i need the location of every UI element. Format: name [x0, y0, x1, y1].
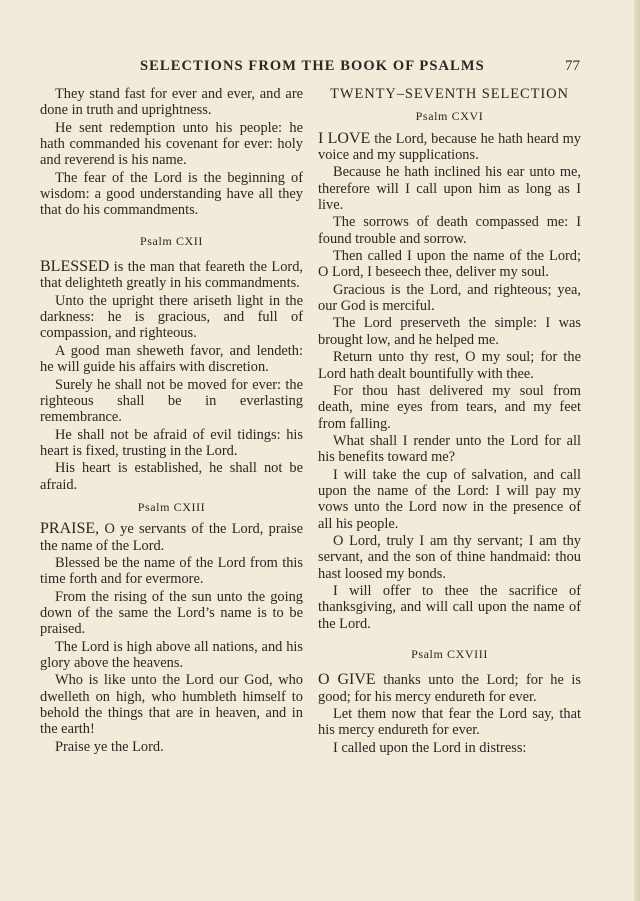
first-verse-text: O ye servants of the Lord, praise the name of the Lord. — [40, 521, 303, 554]
first-verse — [318, 672, 581, 705]
verse: A good man sheweth favor, and lendeth: he will guide his affairs with discretion. — [40, 342, 303, 376]
verse: Return unto thy rest, O my soul; for the Lord hath dealt bountifully with thee. — [318, 349, 581, 382]
verse: Blessed be the name of the Lord from this time forth and for evermore. — [40, 554, 303, 588]
section-title: TWENTY–SEVENTH SELECTION — [330, 86, 569, 102]
verse: Who is like unto the Lord our God, who dwelleth on high, who humbleth himself to behold the things that are in heaven, and in the earth! — [40, 672, 303, 738]
verse: Because he hath inclined his ear unto me, therefore will I call upon him as long as I live. — [318, 164, 581, 214]
first-verse — [40, 521, 303, 554]
verse: His heart is established, he shall not be afraid. — [40, 460, 303, 493]
verse: Surely he shall not be moved for ever: the righteous shall be in everlasting remembrance. — [40, 376, 303, 426]
first-verse — [40, 259, 303, 292]
psalm-heading: Psalm CXVI — [415, 109, 484, 124]
verse: Then called I upon the name of the Lord; O Lord, I beseech thee, deliver my soul. — [318, 248, 581, 281]
verse: I will take the cup of salvation, and call upon the name of the Lord: I will pay my vows unto the Lord now in the presence of all his people. — [318, 466, 581, 532]
first-verse — [318, 131, 581, 164]
verse: Gracious is the Lord, and righteous; yea, our God is merciful. — [318, 281, 581, 315]
page-number: 77 — [565, 58, 580, 74]
verse: The fear of the Lord is the beginning of wisdom: a good understanding have all they that do his commandments. — [40, 169, 303, 219]
verse: Praise ye the Lord. — [55, 738, 164, 755]
running-header — [0, 58, 640, 80]
first-word: PRAISE, — [40, 520, 100, 538]
psalm-heading: Psalm CXII — [140, 233, 203, 248]
first-word: BLESSED — [40, 258, 110, 276]
verse: The Lord preserveth the simple: I was brought low, and he helped me. — [318, 315, 581, 348]
verse: The Lord is high above all nations, and his glory above the heavens. — [40, 638, 303, 671]
verse: He sent redemption unto his people: he hath commanded his covenant for ever: holy and reverend is his name. — [40, 119, 303, 169]
psalm-heading: Psalm CXVIII — [411, 647, 488, 661]
verse: Let them now that fear the Lord say, that his mercy endureth for ever. — [318, 706, 581, 739]
header-title: SELECTIONS FROM THE BOOK OF PSALMS — [140, 58, 485, 74]
verse: O Lord, truly I am thy servant; I am thy servant, and the son of thine handmaid: thou hast loosed my bonds. — [318, 532, 581, 582]
verse: I will offer to thee the sacrifice of thanksgiving, and will call upon the name of the Lord. — [318, 582, 581, 632]
verse: For thou hast delivered my soul from death, mine eyes from tears, and my feet from falling. — [318, 382, 581, 432]
verse: Unto the upright there ariseth light in the darkness: he is gracious, and full of compassion, and righteous. — [40, 292, 303, 342]
right-column — [318, 86, 581, 756]
verse: He shall not be afraid of evil tidings: his heart is fixed, trusting in the Lord. — [40, 426, 303, 459]
verse: What shall I render unto the Lord for all his benefits toward me? — [318, 432, 581, 466]
page-edge — [634, 0, 640, 901]
verse: The sorrows of death compassed me: I found trouble and sorrow. — [318, 214, 581, 247]
verse: They stand fast for ever and ever, and are done in truth and uprightness. — [40, 86, 303, 119]
verse: I called upon the Lord in distress: — [333, 739, 527, 756]
first-word: I LOVE — [318, 129, 371, 147]
verse: From the rising of the sun unto the going down of the same the Lord’s name is to be praised. — [40, 588, 303, 638]
first-verse-text: is the man that feareth the Lord, that delighteth greatly in his commandments. — [40, 259, 303, 292]
left-column — [40, 86, 303, 755]
first-verse-text: the Lord, because he hath heard my voice and my supplications. — [318, 130, 581, 164]
psalm-heading: Psalm CXIII — [137, 499, 206, 514]
first-verse-text: thanks unto the Lord; for he is good; for his mercy endureth for ever. — [318, 672, 581, 705]
first-word: O GIVE — [318, 671, 376, 689]
